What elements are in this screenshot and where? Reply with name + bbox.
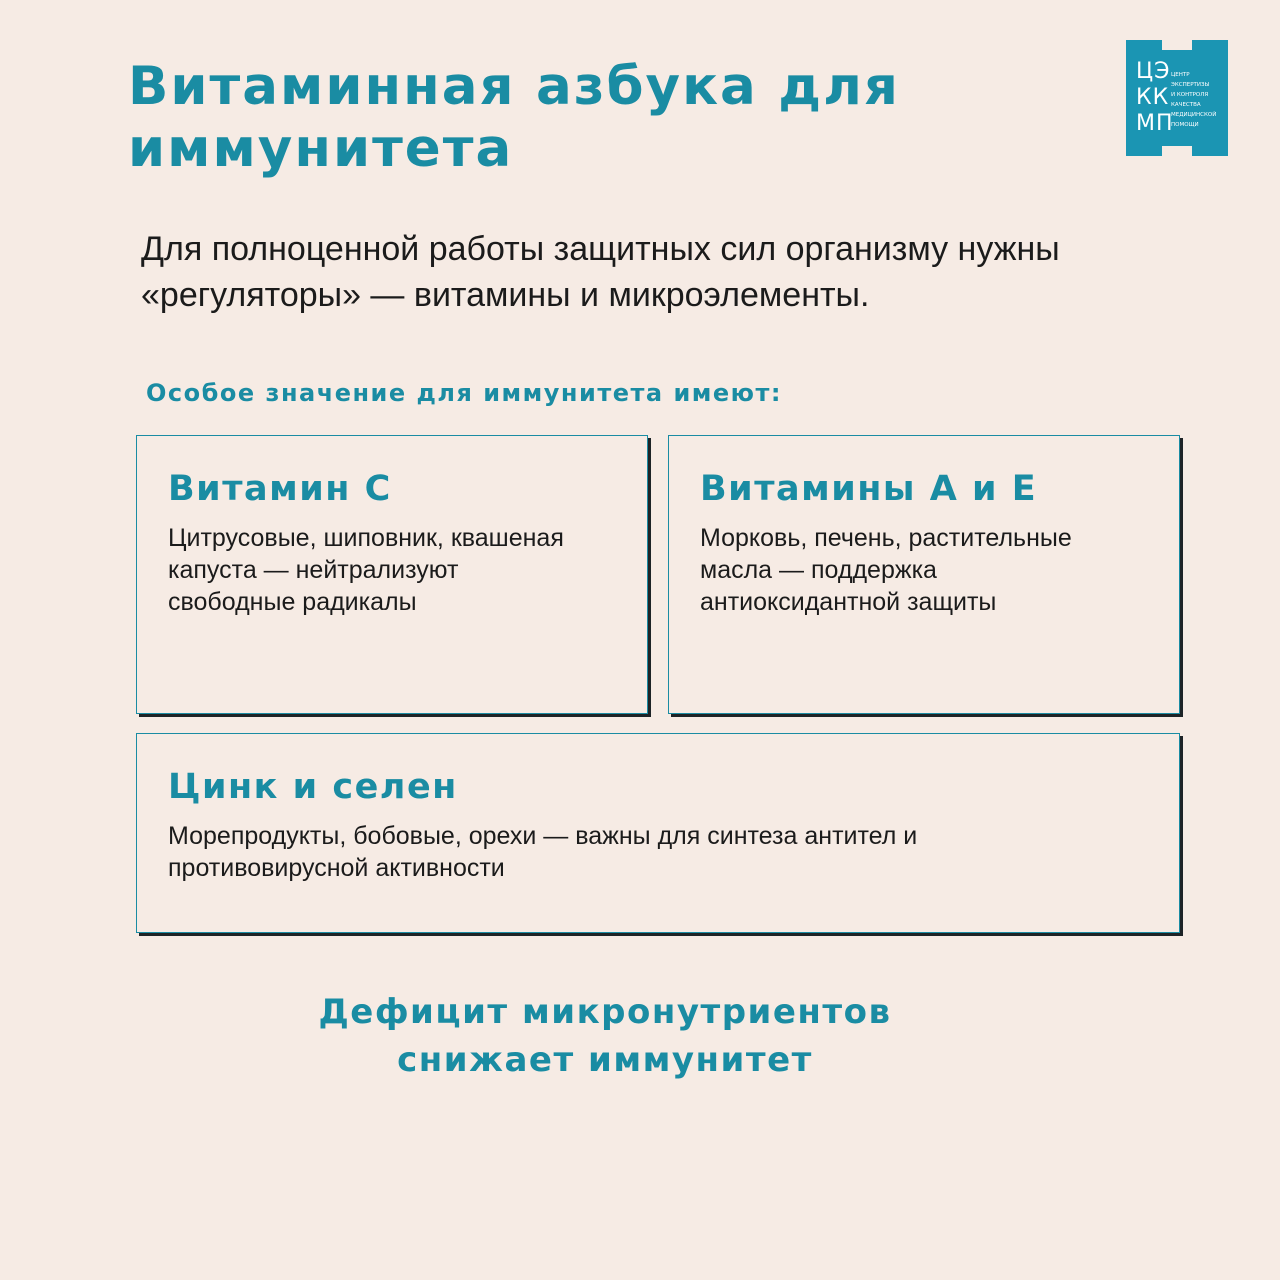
logo-caption-line: И КОНТРОЛЯ [1171,92,1209,98]
card-text-line: антиоксидантной защиты [700,588,997,616]
card-title: Витамин С [168,469,392,509]
page-title-line: иммунитета [128,118,514,179]
section-subheading: Особое значение для иммунитета имеют: [146,379,783,407]
logo-letters-line: МП [1136,111,1174,136]
logo-caption-line: ПОМОЩИ [1171,122,1199,128]
card-text-line: противовирусной активности [168,854,505,882]
card-zinc-selenium [136,733,1180,933]
card-text [700,522,1149,618]
logo-caption-line: КАЧЕСТВА [1171,102,1201,108]
card-text [168,820,1149,884]
card-text-line: Цитрусовые, шиповник, квашеная [168,524,564,552]
card-text [168,522,617,618]
conclusion-line: снижает иммунитет [397,1040,813,1080]
card-title: Витамины А и Е [700,469,1038,509]
logo-caption-line: ЭКСПЕРТИЗЫ [1171,82,1210,88]
card-vitamin-c [136,435,648,714]
logo-letters-line: ЦЭ [1136,59,1171,84]
card-text-line: свободные радикалы [168,588,417,616]
intro-text [141,226,1201,318]
intro-line: Для полноценной работы защитных сил организму нужны [141,230,1060,268]
card-text-line: масла — поддержка [700,556,937,584]
card-text-line: капуста — нейтрализуют [168,556,459,584]
intro-line: «регуляторы» — витамины и микроэлементы. [141,276,870,314]
card-title: Цинк и селен [168,767,458,807]
conclusion-text [200,988,1010,1084]
logo-letters-line: КК [1136,85,1170,110]
card-vitamins-a-e [668,435,1180,714]
logo-caption-line: ЦЕНТР [1171,72,1190,78]
card-text-line: Морковь, печень, растительные [700,524,1072,552]
page-title [128,56,1028,180]
conclusion-line: Дефицит микронутриентов [318,992,892,1032]
logo-caption-line: МЕДИЦИНСКОЙ [1171,112,1217,118]
page-title-line: Витаминная азбука для [128,56,900,117]
organization-logo-icon [1126,40,1228,156]
card-text-line: Морепродукты, бобовые, орехи — важны для синтеза антител и [168,822,918,850]
